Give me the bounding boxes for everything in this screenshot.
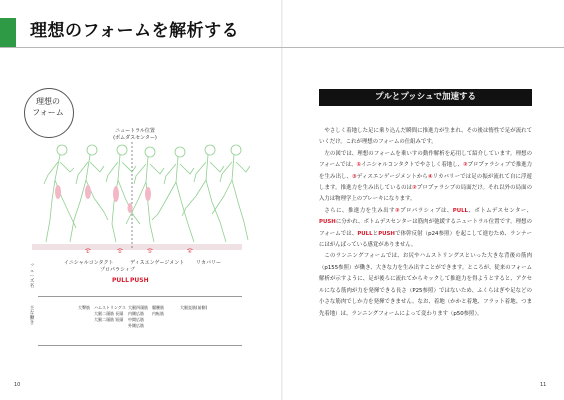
row-label-muscles: 主な働き [29,306,35,326]
page-number-right: 11 [540,382,547,388]
page-title: 理想のフォームを解析する [30,21,240,41]
runner-figure-3 [106,145,140,242]
body-paragraph-1: やさしく着地した足に乗り込んだ瞬間に推進力が生まれ、その後は惰性で足が流れていくだけ。これが理想のフォームの仕組みです。 [319,128,532,146]
row-label-phase: フェーズ名 [29,264,35,289]
body-paragraph-2: 左の図では、理想のフォームを乗いすの動作解析を応用して紹介しています。理想のフォームでは、①イニシャルコンタクトでやさしく着地し、②プロプァラシィブで推進力を生み出し、③ディスエンゲージメントから④リカバリーでは足の振が流れて自に浮遊します。推進力を生み出しているのは②プロプァラシブの局面だけ。それ以外の局面の入力は物理学上のブレーキになります。 [319,150,532,203]
muscle-hamstrings: ハムストリングス 大腿二頭筋 長頭 大腿二頭筋 短頭 [94,305,126,322]
ideal-form-label: 理想の フォーム [32,97,64,117]
phase-initial-contact: イニシャルコンタクト [64,260,114,266]
muscle-iliopsoas: 腸腰筋 内転筋 [152,305,164,316]
phase-propulsive: プロパラシィブ [100,267,135,273]
section-heading: プルとプッシュで加速する [319,89,532,106]
body-paragraph-4: このランニングフォームでは、お尻やハムストリングスといった大きな背後の筋肉（p155参照）が働き、大きな力を生み出すことができます。ところが、従来のフォーム解析が示すように、足が後ろに流れてからキックして推進力を得ようとすると、アクセルになる筋肉が力を発揮できる長さ（P25参照）ではないため、ふくらはぎや足などの小さな筋肉でしか力を発揮できません。なお、着地（かかと着地、フラット着地、つま先着地）は、ランニングフォームによって変わります（p50参照）。 [319,253,532,317]
body-paragraph-3: さらに、推進力を生み出す②プロパラシィブは、PULL、ボトムデスセンター、PUSHに分かれ、ボトムデスセンターは筋肉が弛緩するニュートラル位置です。理想のフォームでは、PULLとPUSHで体幹反射（p24参照）を起こして進むため、ランナーにはがんばっている感覚がありません。 [319,207,532,249]
page-number-left: 10 [14,382,21,388]
chapter-tab [0,18,16,48]
phase-number-4: ④ [188,249,192,254]
neutral-position-label: ニュートラル位置 (ボムダスセンター) [113,128,157,141]
phase-disengagement: ディスエンゲージメント [130,260,185,266]
phase-number-2: ② [118,249,122,254]
phase-number-1: ① [86,249,90,254]
table-divider-bottom [38,345,242,346]
runner-figure-6 [182,145,226,242]
push-label: PUSH [130,277,149,284]
pull-label: PULL [112,277,129,284]
muscle-gluteus: 大臀筋 [78,305,90,310]
muscle-quadriceps: 大腿四頭筋 内側広筋 中間広筋 外側広筋 [128,305,148,328]
phase-recovery: リカバリー [196,260,221,266]
header-rule [0,47,564,48]
runner-figure-5 [152,147,194,242]
runner-illustration [0,120,282,250]
body-text [319,126,532,320]
muscle-rectus-femoris: 大腿直筋(前側) [180,305,208,310]
runner-figure-7 [212,145,250,240]
phase-number-3: ③ [148,249,152,254]
table-divider [38,296,242,297]
